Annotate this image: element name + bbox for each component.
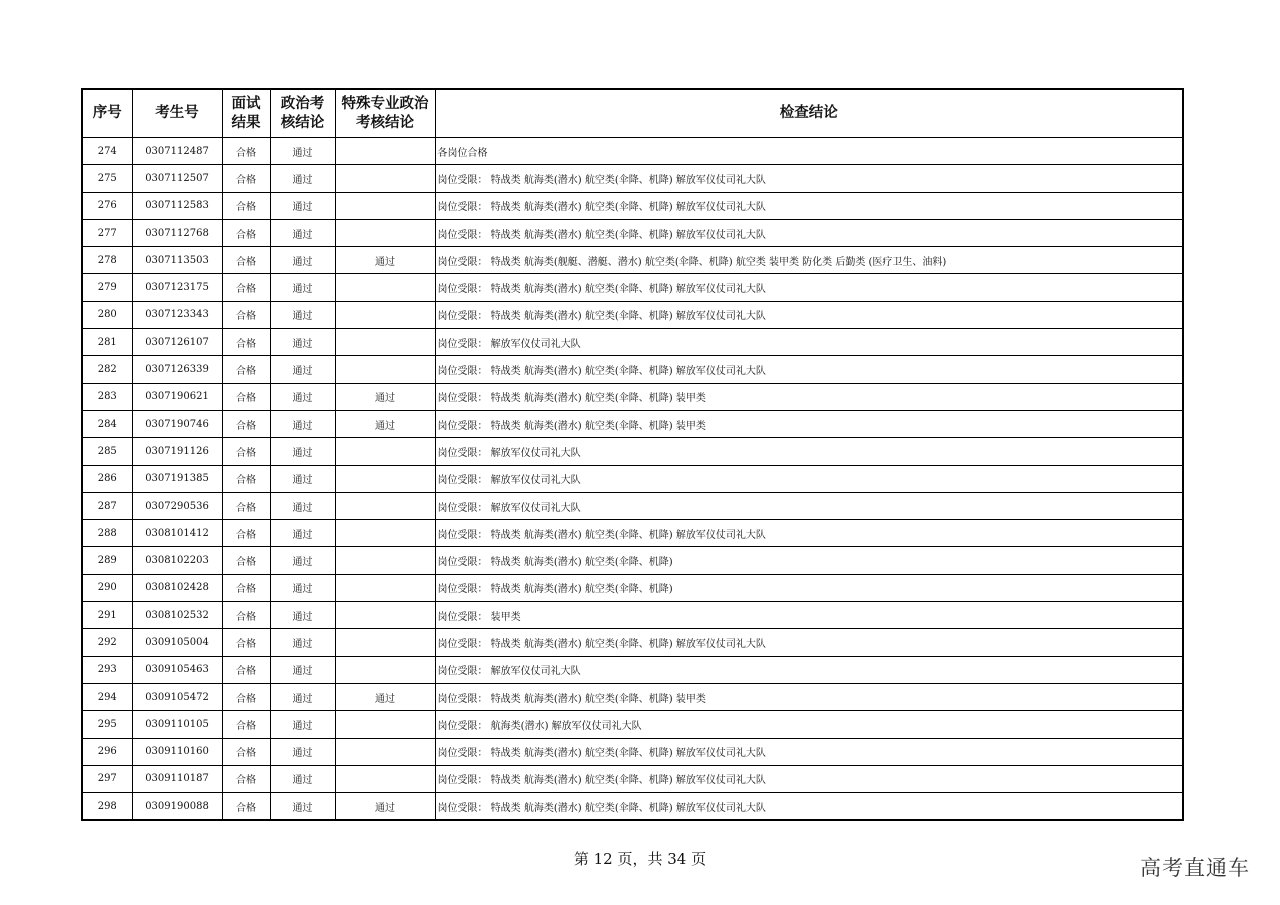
political-review-cell: 通过 bbox=[270, 138, 335, 165]
table-row bbox=[82, 574, 1183, 601]
header-serial: 序号 bbox=[82, 89, 132, 138]
political-review-cell: 通过 bbox=[270, 274, 335, 301]
candidate-number-cell: 0307290536 bbox=[132, 492, 222, 519]
inspection-conclusion-cell: 岗位受限： 解放军仪仗司礼大队 bbox=[435, 492, 1183, 519]
serial-cell: 280 bbox=[82, 301, 132, 328]
political-review-cell: 通过 bbox=[270, 301, 335, 328]
table-body bbox=[82, 138, 1183, 821]
inspection-conclusion-cell: 岗位受限： 特战类 航海类(潜水) 航空类(伞降、机降) 解放军仪仗司礼大队 bbox=[435, 629, 1183, 656]
interview-result-cell: 合格 bbox=[222, 547, 270, 574]
candidate-number-cell: 0309110160 bbox=[132, 738, 222, 765]
special-political-review-cell bbox=[335, 711, 435, 738]
serial-cell: 290 bbox=[82, 574, 132, 601]
special-political-review-cell: 通过 bbox=[335, 793, 435, 821]
political-review-cell: 通过 bbox=[270, 711, 335, 738]
serial-cell: 294 bbox=[82, 683, 132, 710]
political-review-cell: 通过 bbox=[270, 629, 335, 656]
candidate-number-cell: 0307112768 bbox=[132, 219, 222, 246]
header-special-political-review: 特殊专业政治考核结论 bbox=[335, 89, 435, 138]
inspection-conclusion-cell: 岗位受限： 特战类 航海类(潜水) 航空类(伞降、机降) 解放军仪仗司礼大队 bbox=[435, 219, 1183, 246]
inspection-conclusion-cell: 岗位受限： 特战类 航海类(潜水) 航空类(伞降、机降) 装甲类 bbox=[435, 410, 1183, 437]
candidate-number-cell: 0309190088 bbox=[132, 793, 222, 821]
candidate-number-cell: 0309105004 bbox=[132, 629, 222, 656]
special-political-review-cell bbox=[335, 465, 435, 492]
candidate-number-cell: 0307112583 bbox=[132, 192, 222, 219]
table-row bbox=[82, 410, 1183, 437]
inspection-conclusion-cell: 岗位受限： 特战类 航海类(潜水) 航空类(伞降、机降) 解放军仪仗司礼大队 bbox=[435, 793, 1183, 821]
serial-cell: 285 bbox=[82, 438, 132, 465]
table-row bbox=[82, 438, 1183, 465]
candidate-number-cell: 0307191385 bbox=[132, 465, 222, 492]
inspection-conclusion-cell: 岗位受限： 特战类 航海类(潜水) 航空类(伞降、机降) 装甲类 bbox=[435, 383, 1183, 410]
candidate-number-cell: 0308101412 bbox=[132, 520, 222, 547]
serial-cell: 276 bbox=[82, 192, 132, 219]
candidate-number-cell: 0308102428 bbox=[132, 574, 222, 601]
special-political-review-cell bbox=[335, 192, 435, 219]
serial-cell: 283 bbox=[82, 383, 132, 410]
interview-result-cell: 合格 bbox=[222, 329, 270, 356]
serial-cell: 284 bbox=[82, 410, 132, 437]
political-review-cell: 通过 bbox=[270, 793, 335, 821]
serial-cell: 291 bbox=[82, 602, 132, 629]
table-row bbox=[82, 492, 1183, 519]
special-political-review-cell bbox=[335, 574, 435, 601]
special-political-review-cell: 通过 bbox=[335, 410, 435, 437]
candidate-number-cell: 0308102203 bbox=[132, 547, 222, 574]
table-row bbox=[82, 247, 1183, 274]
candidate-number-cell: 0307126107 bbox=[132, 329, 222, 356]
political-review-cell: 通过 bbox=[270, 165, 335, 192]
interview-result-cell: 合格 bbox=[222, 219, 270, 246]
table-row bbox=[82, 711, 1183, 738]
table-row bbox=[82, 219, 1183, 246]
candidate-number-cell: 0307190621 bbox=[132, 383, 222, 410]
inspection-conclusion-cell: 岗位受限： 特战类 航海类(潜水) 航空类(伞降、机降) 装甲类 bbox=[435, 683, 1183, 710]
inspection-conclusion-cell: 岗位受限： 解放军仪仗司礼大队 bbox=[435, 329, 1183, 356]
table-row bbox=[82, 274, 1183, 301]
table-row bbox=[82, 138, 1183, 165]
political-review-cell: 通过 bbox=[270, 738, 335, 765]
candidate-number-cell: 0309105463 bbox=[132, 656, 222, 683]
political-review-cell: 通过 bbox=[270, 219, 335, 246]
political-review-cell: 通过 bbox=[270, 192, 335, 219]
interview-result-cell: 合格 bbox=[222, 711, 270, 738]
serial-cell: 297 bbox=[82, 765, 132, 792]
table-row bbox=[82, 329, 1183, 356]
serial-cell: 274 bbox=[82, 138, 132, 165]
political-review-cell: 通过 bbox=[270, 492, 335, 519]
inspection-conclusion-cell: 岗位受限： 解放军仪仗司礼大队 bbox=[435, 656, 1183, 683]
table-row bbox=[82, 383, 1183, 410]
serial-cell: 279 bbox=[82, 274, 132, 301]
special-political-review-cell bbox=[335, 274, 435, 301]
political-review-cell: 通过 bbox=[270, 247, 335, 274]
header-inspection-conclusion: 检查结论 bbox=[435, 89, 1183, 138]
serial-cell: 281 bbox=[82, 329, 132, 356]
interview-result-cell: 合格 bbox=[222, 765, 270, 792]
interview-result-cell: 合格 bbox=[222, 192, 270, 219]
inspection-conclusion-cell: 岗位受限： 解放军仪仗司礼大队 bbox=[435, 465, 1183, 492]
interview-result-cell: 合格 bbox=[222, 492, 270, 519]
serial-cell: 288 bbox=[82, 520, 132, 547]
candidate-number-cell: 0307113503 bbox=[132, 247, 222, 274]
table-row bbox=[82, 738, 1183, 765]
inspection-conclusion-cell: 岗位受限： 特战类 航海类(潜水) 航空类(伞降、机降) 解放军仪仗司礼大队 bbox=[435, 356, 1183, 383]
page-number: 第 12 页，共 34 页 bbox=[573, 850, 707, 868]
table-row bbox=[82, 547, 1183, 574]
interview-result-cell: 合格 bbox=[222, 165, 270, 192]
serial-cell: 296 bbox=[82, 738, 132, 765]
serial-cell: 292 bbox=[82, 629, 132, 656]
inspection-conclusion-cell: 岗位受限： 特战类 航海类(潜水) 航空类(伞降、机降) 解放军仪仗司礼大队 bbox=[435, 165, 1183, 192]
special-political-review-cell bbox=[335, 602, 435, 629]
serial-cell: 298 bbox=[82, 793, 132, 821]
political-review-cell: 通过 bbox=[270, 574, 335, 601]
serial-cell: 275 bbox=[82, 165, 132, 192]
header-candidate-number: 考生号 bbox=[132, 89, 222, 138]
candidate-number-cell: 0307123175 bbox=[132, 274, 222, 301]
candidate-number-cell: 0307112487 bbox=[132, 138, 222, 165]
interview-result-cell: 合格 bbox=[222, 356, 270, 383]
serial-cell: 289 bbox=[82, 547, 132, 574]
special-political-review-cell bbox=[335, 329, 435, 356]
watermark-logo: 高考直通车 bbox=[1140, 856, 1250, 880]
interview-result-cell: 合格 bbox=[222, 683, 270, 710]
special-political-review-cell: 通过 bbox=[335, 383, 435, 410]
interview-result-cell: 合格 bbox=[222, 410, 270, 437]
serial-cell: 295 bbox=[82, 711, 132, 738]
inspection-conclusion-cell: 岗位受限： 特战类 航海类(潜水) 航空类(伞降、机降) 解放军仪仗司礼大队 bbox=[435, 301, 1183, 328]
political-review-cell: 通过 bbox=[270, 383, 335, 410]
serial-cell: 287 bbox=[82, 492, 132, 519]
special-political-review-cell bbox=[335, 438, 435, 465]
table-row bbox=[82, 165, 1183, 192]
inspection-conclusion-cell: 岗位受限： 特战类 航海类(潜水) 航空类(伞降、机降) 解放军仪仗司礼大队 bbox=[435, 520, 1183, 547]
interview-result-cell: 合格 bbox=[222, 656, 270, 683]
table-row bbox=[82, 765, 1183, 792]
candidate-number-cell: 0307123343 bbox=[132, 301, 222, 328]
candidate-number-cell: 0307126339 bbox=[132, 356, 222, 383]
inspection-conclusion-cell: 岗位受限： 特战类 航海类(潜水) 航空类(伞降、机降) 解放军仪仗司礼大队 bbox=[435, 765, 1183, 792]
interview-result-cell: 合格 bbox=[222, 602, 270, 629]
special-political-review-cell bbox=[335, 547, 435, 574]
table-row bbox=[82, 301, 1183, 328]
serial-cell: 282 bbox=[82, 356, 132, 383]
inspection-conclusion-cell: 岗位受限： 特战类 航海类(潜水) 航空类(伞降、机降) 解放军仪仗司礼大队 bbox=[435, 274, 1183, 301]
interview-result-cell: 合格 bbox=[222, 520, 270, 547]
results-sheet bbox=[81, 88, 1184, 821]
political-review-cell: 通过 bbox=[270, 465, 335, 492]
special-political-review-cell bbox=[335, 165, 435, 192]
candidate-number-cell: 0307190746 bbox=[132, 410, 222, 437]
candidate-number-cell: 0307112507 bbox=[132, 165, 222, 192]
interview-result-cell: 合格 bbox=[222, 274, 270, 301]
inspection-conclusion-cell: 岗位受限： 装甲类 bbox=[435, 602, 1183, 629]
interview-result-cell: 合格 bbox=[222, 138, 270, 165]
political-review-cell: 通过 bbox=[270, 410, 335, 437]
special-political-review-cell bbox=[335, 520, 435, 547]
special-political-review-cell bbox=[335, 629, 435, 656]
special-political-review-cell bbox=[335, 138, 435, 165]
inspection-conclusion-cell: 岗位受限： 特战类 航海类(潜水) 航空类(伞降、机降) 解放军仪仗司礼大队 bbox=[435, 192, 1183, 219]
serial-cell: 293 bbox=[82, 656, 132, 683]
interview-result-cell: 合格 bbox=[222, 301, 270, 328]
political-review-cell: 通过 bbox=[270, 547, 335, 574]
table-row bbox=[82, 356, 1183, 383]
interview-result-cell: 合格 bbox=[222, 465, 270, 492]
interview-result-cell: 合格 bbox=[222, 629, 270, 656]
inspection-conclusion-cell: 岗位受限： 特战类 航海类(潜水) 航空类(伞降、机降) bbox=[435, 574, 1183, 601]
political-review-cell: 通过 bbox=[270, 765, 335, 792]
inspection-conclusion-cell: 岗位受限： 航海类(潜水) 解放军仪仗司礼大队 bbox=[435, 711, 1183, 738]
candidate-number-cell: 0309110187 bbox=[132, 765, 222, 792]
special-political-review-cell bbox=[335, 738, 435, 765]
candidate-number-cell: 0309105472 bbox=[132, 683, 222, 710]
interview-result-cell: 合格 bbox=[222, 738, 270, 765]
header-row bbox=[82, 89, 1183, 138]
candidate-number-cell: 0308102532 bbox=[132, 602, 222, 629]
header-political-review: 政治考核结论 bbox=[270, 89, 335, 138]
table-row bbox=[82, 629, 1183, 656]
results-table bbox=[81, 88, 1184, 821]
political-review-cell: 通过 bbox=[270, 329, 335, 356]
political-review-cell: 通过 bbox=[270, 602, 335, 629]
special-political-review-cell bbox=[335, 219, 435, 246]
inspection-conclusion-cell: 岗位受限： 特战类 航海类(潜水) 航空类(伞降、机降) 解放军仪仗司礼大队 bbox=[435, 738, 1183, 765]
special-political-review-cell: 通过 bbox=[335, 247, 435, 274]
table-row bbox=[82, 683, 1183, 710]
interview-result-cell: 合格 bbox=[222, 574, 270, 601]
inspection-conclusion-cell: 各岗位合格 bbox=[435, 138, 1183, 165]
serial-cell: 286 bbox=[82, 465, 132, 492]
political-review-cell: 通过 bbox=[270, 356, 335, 383]
special-political-review-cell: 通过 bbox=[335, 683, 435, 710]
special-political-review-cell bbox=[335, 356, 435, 383]
table-row bbox=[82, 793, 1183, 821]
interview-result-cell: 合格 bbox=[222, 247, 270, 274]
candidate-number-cell: 0307191126 bbox=[132, 438, 222, 465]
interview-result-cell: 合格 bbox=[222, 793, 270, 821]
table-row bbox=[82, 520, 1183, 547]
special-political-review-cell bbox=[335, 765, 435, 792]
special-political-review-cell bbox=[335, 301, 435, 328]
interview-result-cell: 合格 bbox=[222, 383, 270, 410]
political-review-cell: 通过 bbox=[270, 520, 335, 547]
header-interview-result: 面试结果 bbox=[222, 89, 270, 138]
special-political-review-cell bbox=[335, 492, 435, 519]
candidate-number-cell: 0309110105 bbox=[132, 711, 222, 738]
political-review-cell: 通过 bbox=[270, 683, 335, 710]
inspection-conclusion-cell: 岗位受限： 特战类 航海类(舰艇、潜艇、潜水) 航空类(伞降、机降) 航空类 装甲类 防化类 后勤类 (医疗卫生、油料) bbox=[435, 247, 1183, 274]
political-review-cell: 通过 bbox=[270, 438, 335, 465]
table-row bbox=[82, 465, 1183, 492]
inspection-conclusion-cell: 岗位受限： 解放军仪仗司礼大队 bbox=[435, 438, 1183, 465]
table-header bbox=[82, 89, 1183, 138]
political-review-cell: 通过 bbox=[270, 656, 335, 683]
interview-result-cell: 合格 bbox=[222, 438, 270, 465]
table-row bbox=[82, 602, 1183, 629]
serial-cell: 278 bbox=[82, 247, 132, 274]
special-political-review-cell bbox=[335, 656, 435, 683]
serial-cell: 277 bbox=[82, 219, 132, 246]
table-row bbox=[82, 192, 1183, 219]
inspection-conclusion-cell: 岗位受限： 特战类 航海类(潜水) 航空类(伞降、机降) bbox=[435, 547, 1183, 574]
table-row bbox=[82, 656, 1183, 683]
